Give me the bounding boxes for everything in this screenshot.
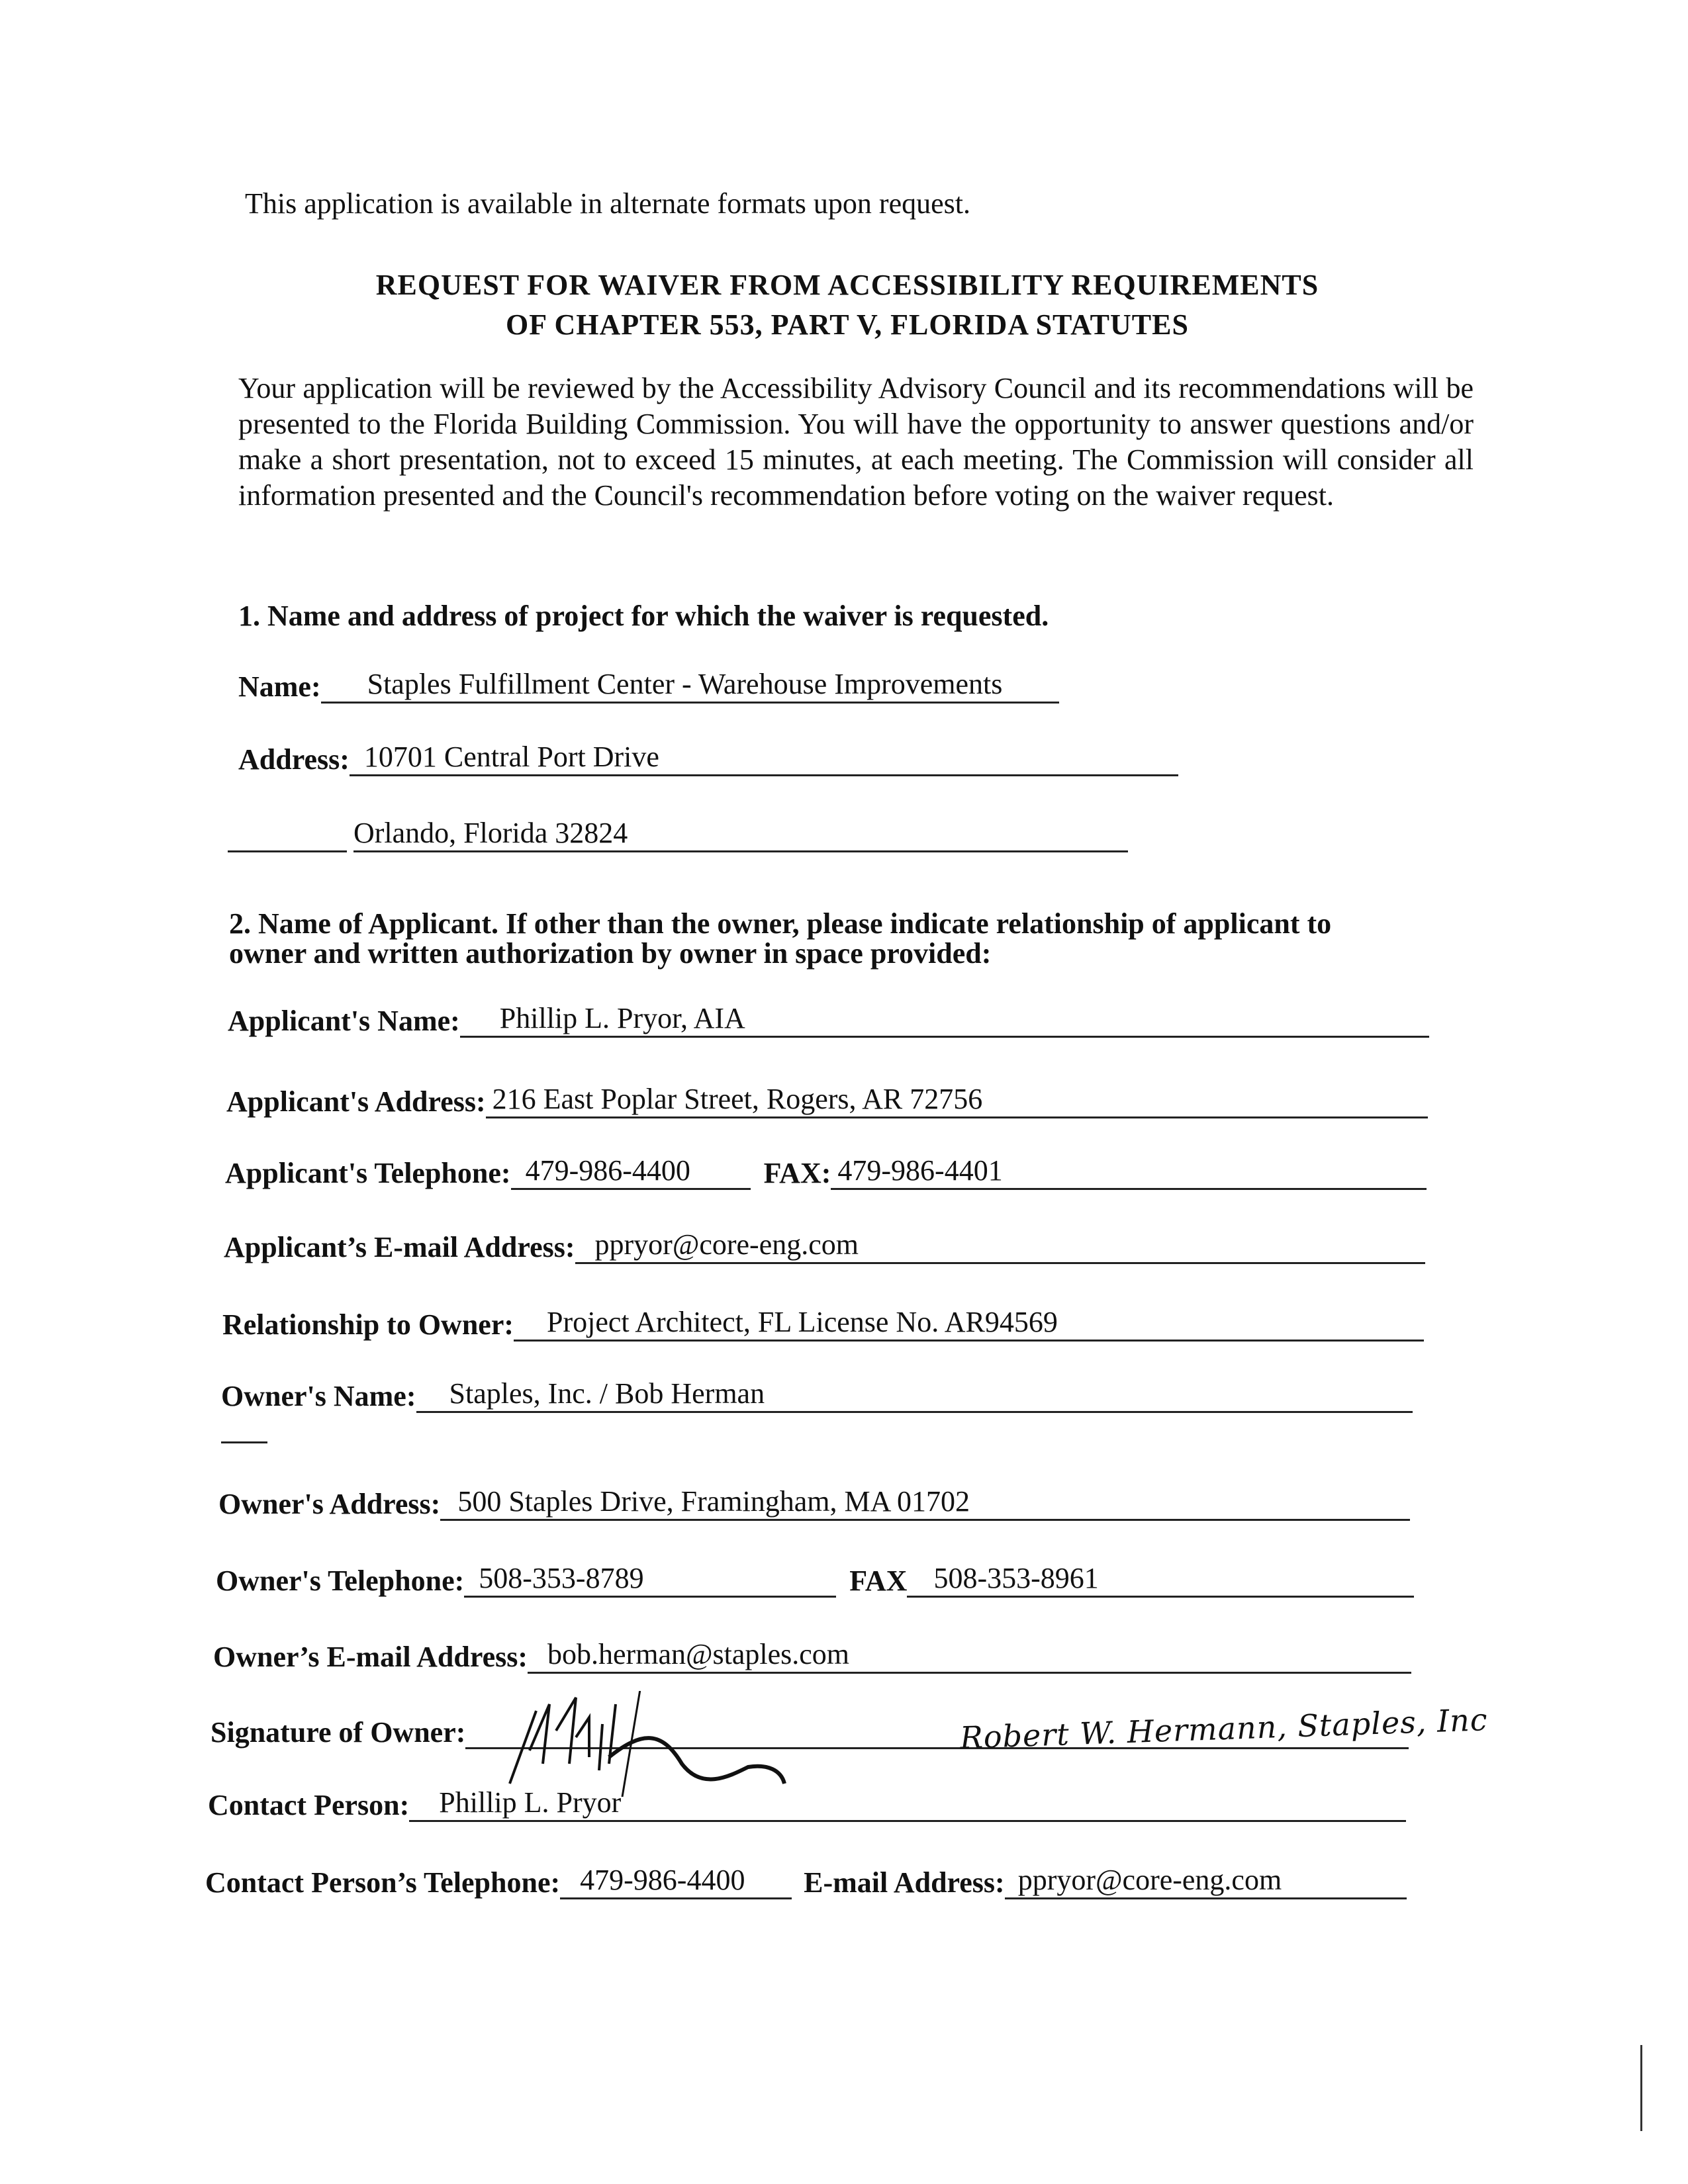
section2-heading-line2: owner and written authorization by owner in space provided:	[229, 937, 992, 970]
contact-phone-label: Contact Person’s Telephone:	[205, 1866, 561, 1899]
applicant-address-row	[226, 1083, 1428, 1118]
applicant-name-label: Applicant's Name:	[228, 1005, 460, 1037]
owner-name-field[interactable]: Staples, Inc. / Bob Herman	[416, 1378, 1413, 1413]
section1-heading: 1. Name and address of project for which the waiver is requested.	[238, 600, 1049, 632]
owner-email-row	[213, 1639, 1411, 1674]
owner-name-label: Owner's Name:	[221, 1380, 416, 1412]
contact-label: Contact Person:	[208, 1789, 410, 1821]
owner-address-label: Owner's Address:	[218, 1488, 441, 1520]
applicant-email-field[interactable]: ppryor@core-eng.com	[575, 1229, 1425, 1264]
blank-line	[228, 849, 347, 852]
owner-phone-label: Owner's Telephone:	[216, 1565, 465, 1597]
owner-fax-field[interactable]: 508-353-8961	[907, 1563, 1414, 1598]
project-address-row	[238, 741, 1178, 776]
relationship-field[interactable]: Project Architect, FL License No. AR94569	[514, 1306, 1424, 1342]
signature-label: Signature of Owner:	[211, 1716, 466, 1749]
applicant-fax-field[interactable]: 479-986-4401	[831, 1155, 1427, 1190]
project-name-label: Name:	[238, 670, 321, 703]
contact-email-label: E-mail Address:	[804, 1866, 1005, 1899]
owner-phone-row	[216, 1563, 1414, 1598]
intro-paragraph: Your application will be reviewed by the Accessibility Advisory Council and its recommendations will be presented to the Florida Building Commission. You will have the opportunity to answer questions and/or make a short presentation, not to exceed 15 minutes, at each meeting. The Commission will consider all information presented and the Council's recommendation before voting on the waiver request.	[238, 372, 1474, 512]
form-title-line2: OF CHAPTER 553, PART V, FLORIDA STATUTES	[506, 308, 1189, 341]
relationship-label: Relationship to Owner:	[222, 1308, 514, 1341]
applicant-phone-label: Applicant's Telephone:	[225, 1157, 511, 1189]
relationship-row	[222, 1306, 1424, 1342]
contact-phone-row	[205, 1864, 1407, 1899]
form-title-line1: REQUEST FOR WAIVER FROM ACCESSIBILITY REQUIREMENTS	[375, 269, 1319, 301]
contact-phone-field[interactable]: 479-986-4400	[560, 1864, 792, 1899]
project-address-line2-row	[228, 817, 1128, 852]
applicant-name-field[interactable]: Phillip L. Pryor, AIA	[460, 1003, 1429, 1038]
owner-address-row	[218, 1486, 1410, 1521]
project-name-row	[238, 668, 1059, 704]
owner-name-row	[221, 1378, 1413, 1413]
contact-row	[208, 1787, 1406, 1822]
applicant-phone-field[interactable]: 479-986-4400	[511, 1155, 751, 1190]
contact-email-field[interactable]: ppryor@core-eng.com	[1005, 1864, 1407, 1899]
applicant-name-row	[228, 1003, 1429, 1038]
owner-fax-label: FAX	[849, 1565, 908, 1597]
scan-edge-mark	[1640, 2045, 1642, 2131]
applicant-fax-label: FAX:	[763, 1157, 831, 1189]
owner-printed-name: Robert W. Hermann, Staples, Inc	[959, 1702, 1489, 1756]
applicant-email-label: Applicant’s E-mail Address:	[224, 1231, 575, 1263]
contact-field[interactable]: Phillip L. Pryor	[409, 1787, 1406, 1822]
applicant-address-label: Applicant's Address:	[226, 1085, 486, 1118]
owner-address-field[interactable]: 500 Staples Drive, Framingham, MA 01702	[440, 1486, 1410, 1521]
project-address-line1-field[interactable]: 10701 Central Port Drive	[350, 741, 1178, 776]
applicant-address-field[interactable]: 216 East Poplar Street, Rogers, AR 72756	[486, 1083, 1428, 1118]
applicant-phone-row	[225, 1155, 1427, 1190]
owner-email-label: Owner’s E-mail Address:	[213, 1641, 528, 1673]
project-address-label: Address:	[238, 743, 350, 776]
project-name-field[interactable]: Staples Fulfillment Center - Warehouse Improvements	[321, 668, 1059, 704]
applicant-email-row	[224, 1229, 1425, 1264]
section2-heading-line1: 2. Name of Applicant. If other than the owner, please indicate relationship of applicant to	[229, 907, 1332, 940]
owner-signature	[490, 1691, 953, 1797]
continuation-line	[221, 1441, 267, 1443]
alternate-formats-note: This application is available in alternate formats upon request.	[245, 187, 970, 220]
owner-email-field[interactable]: bob.herman@staples.com	[528, 1639, 1411, 1674]
project-address-line2-field[interactable]: Orlando, Florida 32824	[353, 817, 1128, 852]
owner-phone-field[interactable]: 508-353-8789	[464, 1563, 836, 1598]
